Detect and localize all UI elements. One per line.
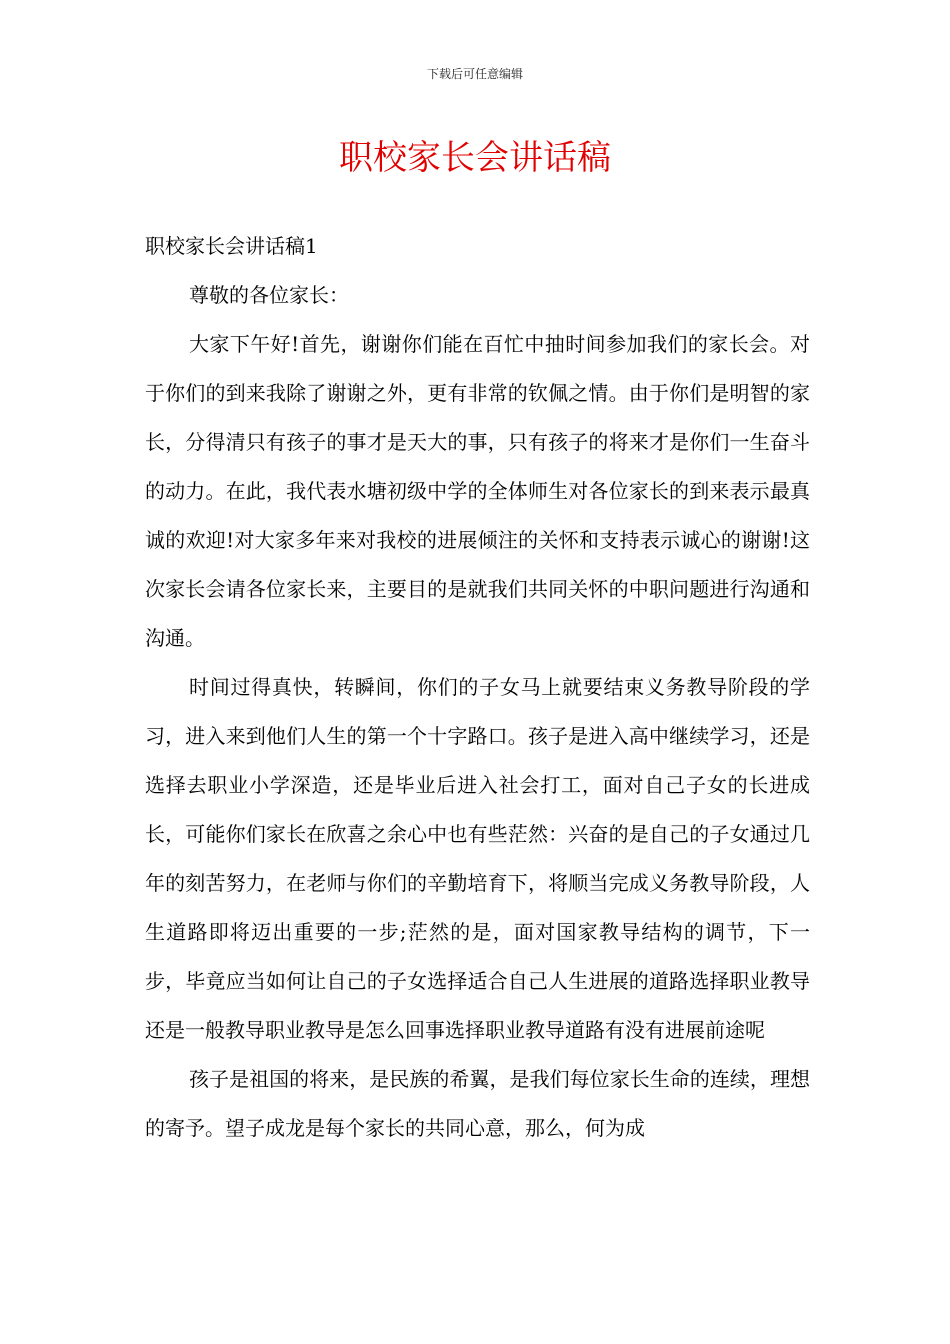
paragraph: 孩子是祖国的将来，是民族的希翼，是我们每位家长生命的连续，理想的寄予。望子成龙是每个家长的共同心意，那么，何为成: [145, 1067, 810, 1140]
paragraph: 大家下午好!首先，谢谢你们能在百忙中抽时间参加我们的家长会。对于你们的到来我除了谢谢之外，更有非常的钦佩之情。由于你们是明智的家长，分得清只有孩子的事才是天大的事，只有孩子的将来才是你们一生奋斗的动力。在此，我代表水塘初级中学的全体师生对各位家长的到来表示最真诚的欢迎!对大家多年来对我校的进展倾注的关怀和支持表示诚心的谢谢!这次家长会请各位家长来，主要目的是就我们共同关怀的中职问题进行沟通和沟通。: [145, 332, 810, 650]
paragraph: 时间过得真快，转瞬间，你们的子女马上就要结束义务教导阶段的学习，进入来到他们人生的第一个十字路口。孩子是进入高中继续学习，还是选择去职业小学深造，还是毕业后进入社会打工，面对自己子女的长进成长，可能你们家长在欣喜之余心中也有些茫然：兴奋的是自己的子女通过几年的刻苦努力，在老师与你们的辛勤培育下，将顺当完成义务教导阶段，人生道路即将迈出重要的一步;茫然的是，面对国家教导结构的调节，下一步，毕竟应当如何让自己的子女选择适合自己人生进展的道路选择职业教导还是一般教导职业教导是怎么回事选择职业教导道路有没有进展前途呢: [145, 675, 810, 1042]
salutation: 尊敬的各位家长：: [189, 283, 349, 307]
header-note: 下载后可任意编辑: [426, 67, 523, 81]
section-title: 职校家长会讲话稿1: [145, 234, 318, 258]
document-body: [145, 222, 810, 1153]
document-title: 职校家长会讲话稿: [339, 138, 611, 178]
